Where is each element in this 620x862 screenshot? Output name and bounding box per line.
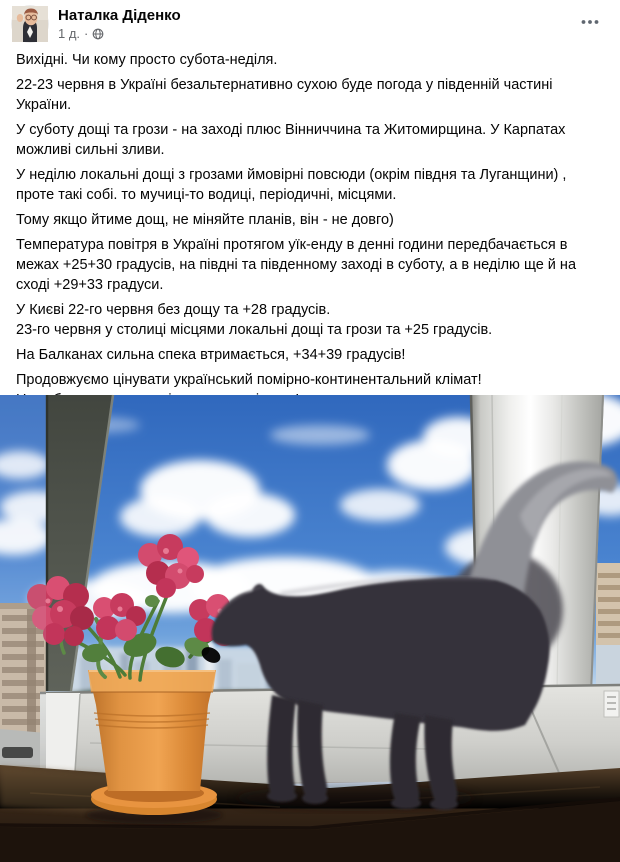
- frame-sticker: [604, 691, 619, 717]
- post-author[interactable]: Наталка Діденко: [58, 7, 181, 24]
- post-photo[interactable]: [0, 395, 620, 862]
- post-paragraph: На Балканах сильна спека втримається, +34+39 градусів!: [16, 347, 406, 363]
- meta-separator: ·: [84, 26, 89, 41]
- post-menu-button[interactable]: [576, 6, 604, 38]
- post-paragraph: У Києві 22-го червня без дощу та +28 градусів. 23-го червня у столиці місцями локальні дощі та грози та +25 градусів.: [16, 302, 493, 338]
- globe-icon: [92, 28, 104, 40]
- post-paragraph: У неділю локальні дощі з грозами ймовірні повсюди (окрім півдня та Луганщини) , проте такі собі. то мучиці-то водиці, періодичні, місцями.: [16, 167, 567, 203]
- ellipsis-icon: [580, 12, 600, 32]
- post-text: [0, 48, 620, 389]
- flower-pot: [86, 670, 222, 824]
- avatar-image: [12, 6, 48, 42]
- glass-haze: [0, 395, 46, 765]
- post-paragraph: Продовжуємо цінувати український помірно-континентальний клімат!: [16, 372, 482, 388]
- post-paragraph: 22-23 червня в Україні безальтернативно сухою буде погода у південній частині України.: [16, 77, 553, 113]
- post-meta: [58, 26, 576, 42]
- post-header: [0, 0, 620, 48]
- avatar[interactable]: [12, 6, 48, 42]
- post-paragraph: Вихідні. Чи кому просто субота-неділя.: [16, 52, 278, 68]
- post-paragraph: У суботу дощі та грози - на заході плюс Вінниччина та Житомирщина. У Карпатах можливі сильні зливи.: [16, 122, 566, 158]
- post-paragraph: Температура повітря в Україні протягом уїк-енду в денні години передбачається в межах +25+30 градусів, на півдні та південному заході в суботу, а в неділю ще й на сході +29+33 градуси.: [16, 237, 577, 293]
- photo-cat-window: [0, 395, 620, 862]
- post-paragraph: Тому якщо йтиме дощ, не міняйте планів, він - не довго): [16, 212, 394, 228]
- post-timestamp[interactable]: 1 д.: [58, 26, 81, 41]
- building-right: [596, 563, 620, 689]
